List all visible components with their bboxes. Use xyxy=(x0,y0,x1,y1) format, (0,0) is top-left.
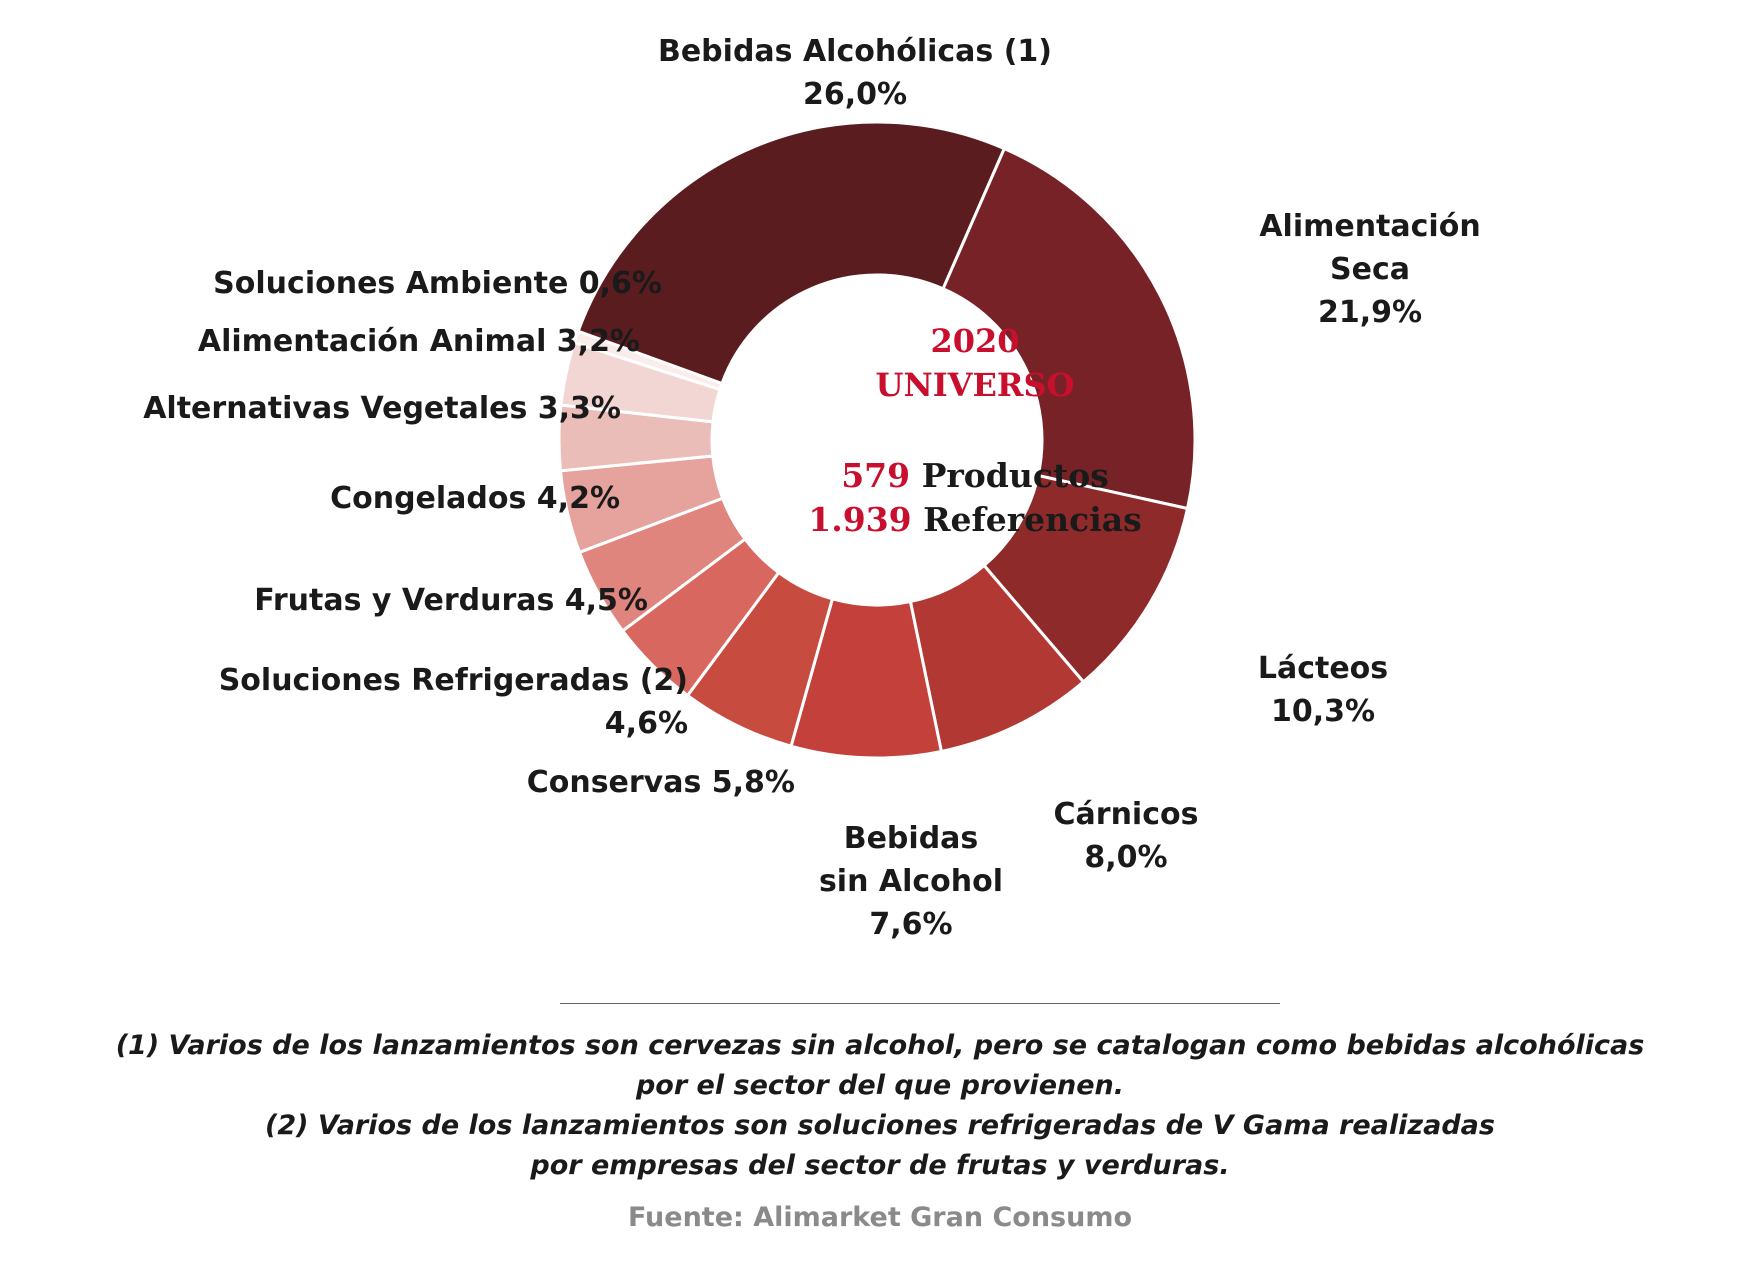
label-bebidas-alcoholicas-1 xyxy=(555,30,1155,116)
productos-label: Productos xyxy=(921,456,1109,495)
label-soluciones-refrigeradas-2 xyxy=(219,659,688,745)
label-line: Alimentación Animal 3,2% xyxy=(197,324,640,359)
label-line: 26,0% xyxy=(802,77,908,112)
label-alimentacion-animal xyxy=(198,320,640,363)
label-line: 7,6% xyxy=(869,907,953,942)
source-note: Fuente: Alimarket Gran Consumo xyxy=(627,1202,1133,1233)
productos-count: 579 xyxy=(841,456,911,495)
label-frutas-y-verduras xyxy=(254,579,648,622)
footnote-2-line-1: (2) Varios de los lanzamientos son soluciones refrigeradas de V Gama realizadas xyxy=(265,1110,1495,1141)
center-title: UNIVERSO xyxy=(875,366,1075,404)
label-line: 21,9% xyxy=(1317,295,1423,330)
label-line: Soluciones Refrigeradas (2) xyxy=(218,663,688,698)
footnote-2-line-2: por empresas del sector de frutas y verduras. xyxy=(530,1150,1230,1181)
label-line: Lácteos xyxy=(1257,651,1389,686)
label-line: 4,6% xyxy=(604,706,688,741)
label-line: Bebidas Alcohólicas (1) xyxy=(657,34,1053,69)
label-bebidas-sin-alcohol xyxy=(611,817,1211,946)
label-line: Frutas y Verduras 4,5% xyxy=(254,583,648,618)
center-productos xyxy=(795,456,1155,495)
center-referencias xyxy=(795,500,1155,539)
label-line: Congelados 4,2% xyxy=(330,481,620,516)
label-alimentacion-seca xyxy=(1070,205,1670,334)
label-line: sin Alcohol xyxy=(818,864,1004,899)
footnote-1-line-1: (1) Varios de los lanzamientos son cervezas sin alcohol, pero se catalogan como bebidas alcohólicas xyxy=(115,1030,1645,1061)
label-line: Bebidas xyxy=(843,821,979,856)
label-line: 8,0% xyxy=(1084,840,1168,875)
label-line: Conservas 5,8% xyxy=(526,765,795,800)
label-conservas xyxy=(527,761,795,804)
label-line: Seca xyxy=(1330,252,1410,287)
label-line: Alimentación xyxy=(1259,209,1481,244)
center-year: 2020 xyxy=(930,322,1020,360)
referencias-label: Referencias xyxy=(923,500,1142,539)
label-line: Cárnicos xyxy=(1053,797,1199,832)
label-lacteos xyxy=(1023,647,1623,733)
label-alternativas-vegetales xyxy=(143,387,621,430)
label-line: 10,3% xyxy=(1270,694,1376,729)
label-line: Alternativas Vegetales 3,3% xyxy=(143,391,621,426)
referencias-count: 1.939 xyxy=(808,500,912,539)
label-congelados xyxy=(330,477,620,520)
footnote-1-line-2: por el sector del que provienen. xyxy=(635,1070,1125,1101)
label-soluciones-ambiente xyxy=(213,262,662,305)
footnote-divider xyxy=(560,1003,1280,1004)
label-line: Soluciones Ambiente 0,6% xyxy=(213,266,662,301)
